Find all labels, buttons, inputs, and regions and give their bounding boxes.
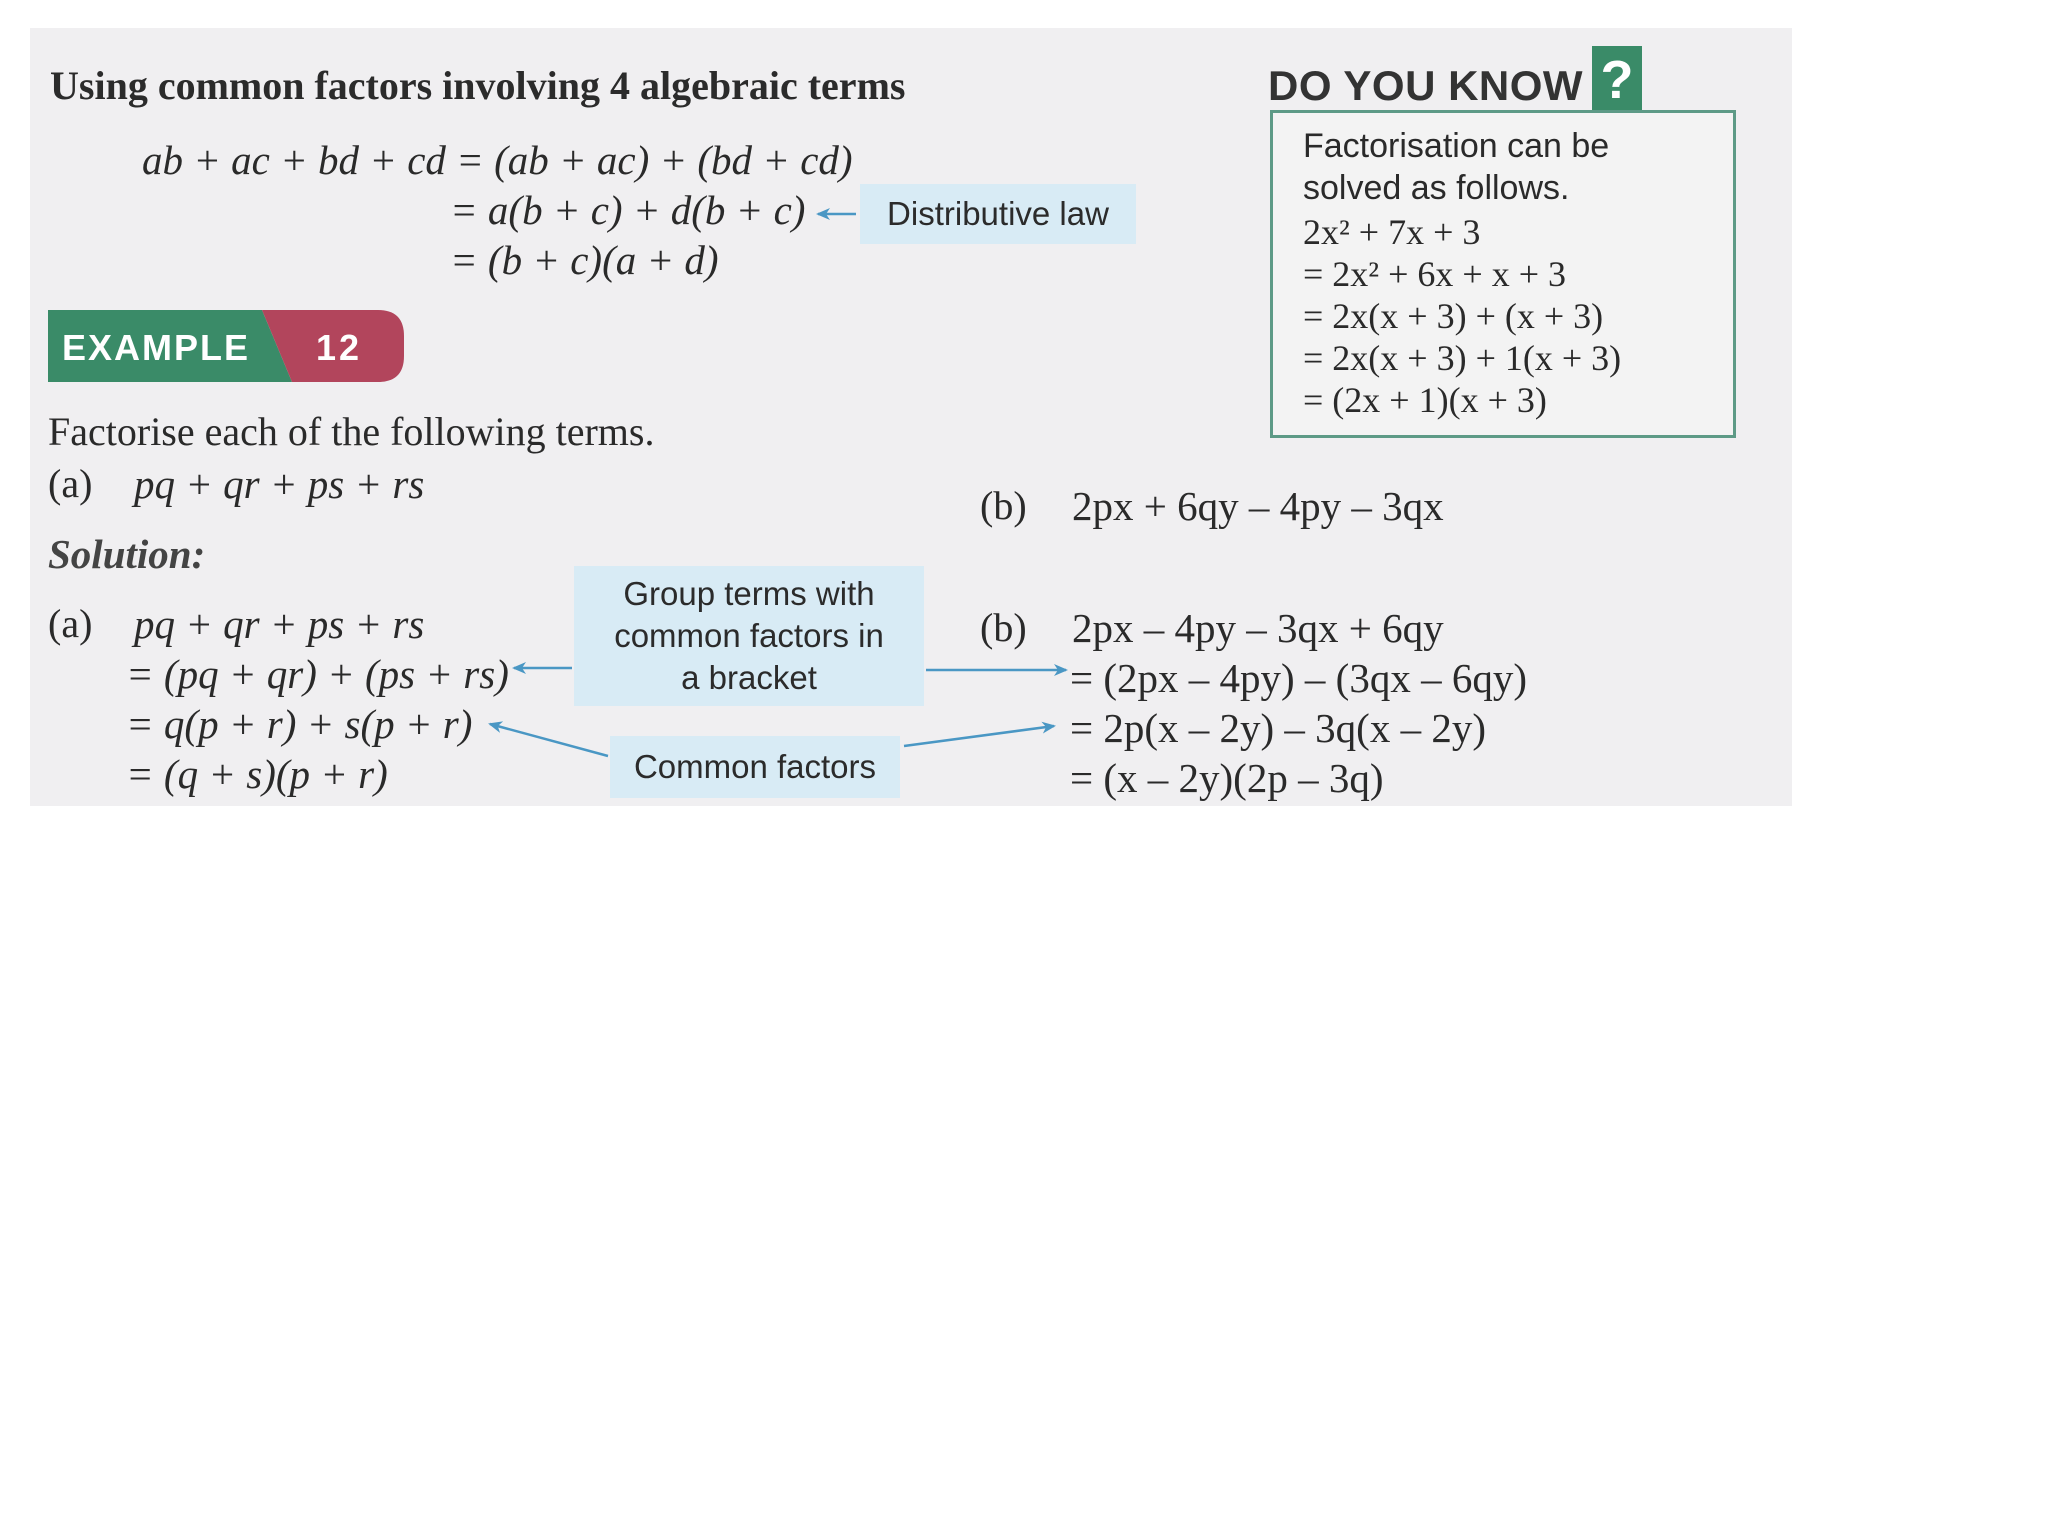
dyk-line-7: = (2x + 1)(x + 3) (1303, 380, 1547, 420)
group-note-line-3: a bracket (681, 659, 817, 696)
common-factors-label: Common factors (633, 748, 877, 785)
part-b-label: (b) (980, 483, 1027, 528)
arrow-common-to-a (490, 724, 608, 756)
do-you-know-title: DO YOU KNOW (1268, 62, 1584, 109)
solution-a-line-3: = q(p + r) + s(p + r) (126, 701, 473, 747)
group-note-line-1: Group terms with (623, 575, 875, 612)
question-mark-icon: ? (1592, 46, 1642, 114)
general-equation-line-2: = a(b + c) + d(b + c) (450, 187, 806, 233)
general-equation-line-1: ab + ac + bd + cd = (ab + ac) + (bd + cd) (142, 137, 853, 183)
solution-b-line-4: = (x – 2y)(2p – 3q) (1070, 755, 1384, 801)
example-instruction: Factorise each of the following terms. (48, 409, 655, 454)
distributive-law-label: Distributive law (887, 195, 1109, 232)
solution-b-line-2: = (2px – 4py) – (3qx – 6qy) (1070, 655, 1527, 701)
general-equation-line-3: = (b + c)(a + d) (450, 237, 719, 283)
solution-a-line-2: = (pq + qr) + (ps + rs) (126, 651, 509, 697)
dyk-line-6: = 2x(x + 3) + 1(x + 3) (1303, 338, 1622, 378)
solution-a-line-1: pq + qr + ps + rs (134, 601, 425, 647)
example-label: EXAMPLE (62, 327, 251, 368)
solution-b-label: (b) (980, 605, 1027, 650)
part-b-expression: 2px + 6qy – 4py – 3qx (1072, 483, 1444, 529)
group-note-line-2: common factors in (614, 617, 884, 654)
example-number: 12 (316, 327, 363, 368)
dyk-line-3: 2x² + 7x + 3 (1303, 212, 1481, 252)
section-heading: Using common factors involving 4 algebraic terms (50, 63, 906, 108)
dyk-line-2: solved as follows. (1303, 169, 1570, 207)
solution-b-line-3: = 2p(x – 2y) – 3q(x – 2y) (1070, 705, 1486, 751)
arrow-common-to-b (904, 726, 1054, 746)
dyk-line-4: = 2x² + 6x + x + 3 (1303, 254, 1567, 294)
solution-a-label: (a) (48, 601, 93, 646)
dyk-line-5: = 2x(x + 3) + (x + 3) (1303, 296, 1604, 336)
dyk-line-1: Factorisation can be (1303, 127, 1610, 165)
part-a-label: (a) (48, 461, 93, 506)
solution-b-line-1: 2px – 4py – 3qx + 6qy (1072, 605, 1444, 651)
part-a-expression: pq + qr + ps + rs (134, 461, 425, 507)
solution-a-line-4: = (q + s)(p + r) (126, 751, 388, 797)
solution-heading: Solution: (48, 531, 206, 577)
